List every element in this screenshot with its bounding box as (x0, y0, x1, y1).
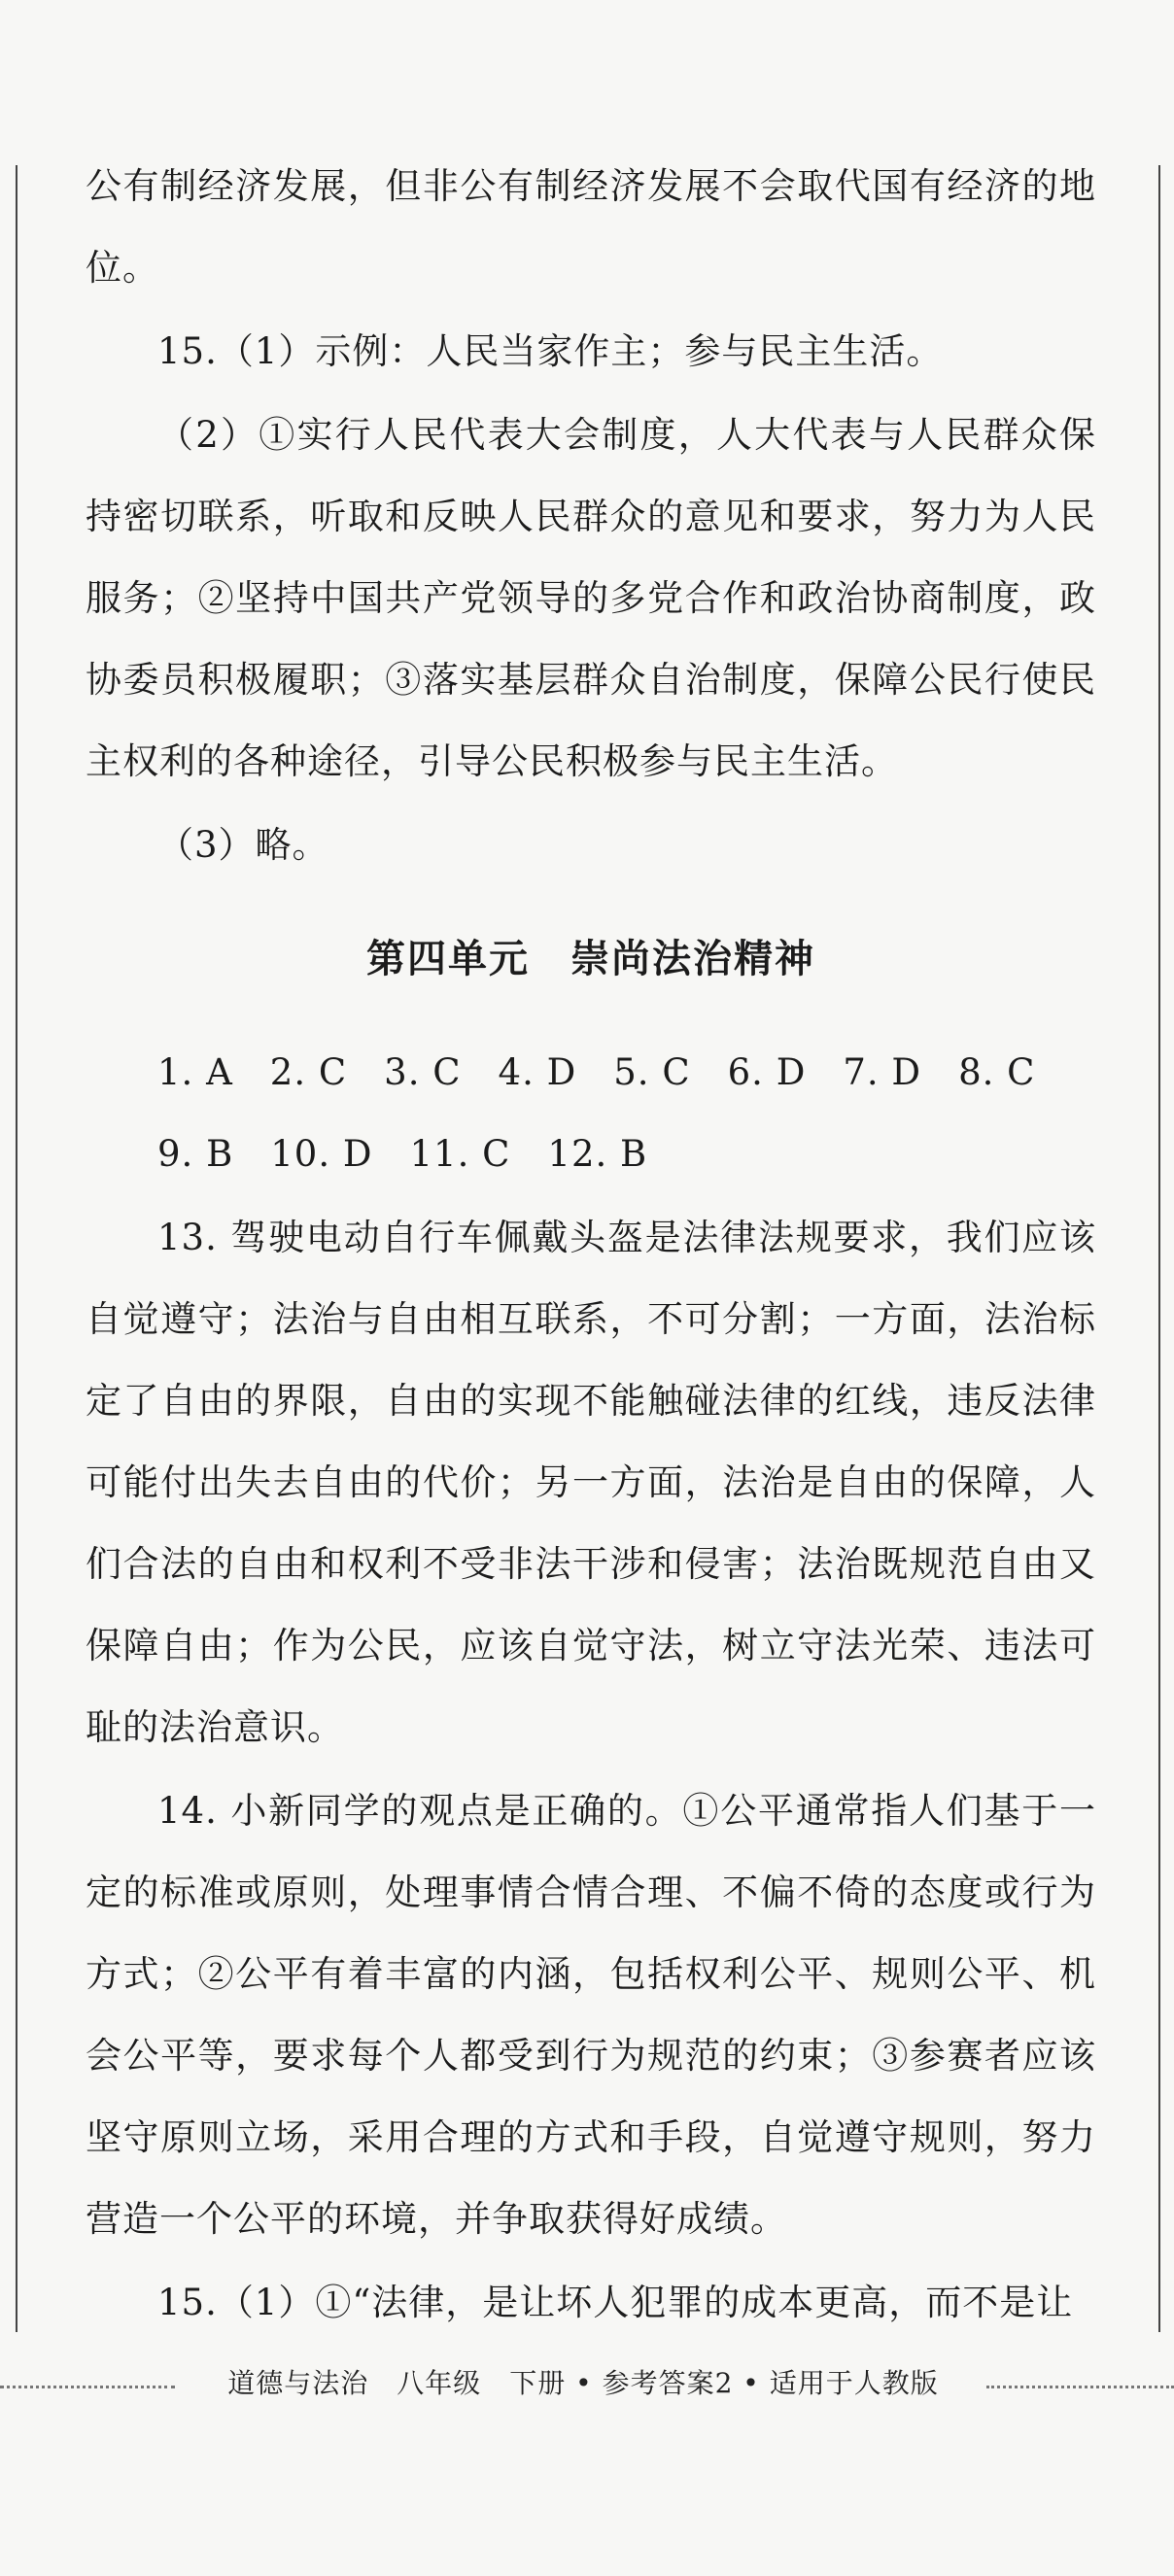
paragraph-continuation: 公有制经济发展，但非公有制经济发展不会取代国有经济的地位。 (86, 165, 1096, 289)
choice-answers-line-1: 1. A 2. C 3. C 4. D 5. C 6. D 7. D 8. C (157, 1051, 1036, 1093)
unit-title: 第四单元 崇尚法治精神 (366, 937, 815, 981)
answer-14: 14. 小新同学的观点是正确的。①公平通常指人们基于一定的标准或原则，处理事情合情合理、不偏不倚的态度或行为方式；②公平有着丰富的内涵，包括权利公平、规则公平、机会公平等，要求每个人都受到行为规范的约束；③参赛者应该坚守原则立场，采用合理的方式和手段，自觉遵守规则，努力营造一个公平的环境，并争取获得好成绩。 (86, 1790, 1096, 2240)
answer-13: 13. 驾驶电动自行车佩戴头盔是法律法规要求，我们应该自觉遵守；法治与自由相互联系，不可分割；一方面，法治标定了自由的界限，自由的实现不能触碰法律的红线，违反法律可能付出失去自由的代价；另一方面，法治是自由的保障，人们合法的自由和权利不受非法干涉和侵害；法治既规范自由又保障自由；作为公民，应该自觉守法，树立守法光荣、违法可耻的法治意识。 (86, 1217, 1096, 1748)
footer-dotted-rule-left (0, 2386, 175, 2388)
choice-answers-line-2: 9. B 10. D 11. C 12. B (157, 1133, 648, 1175)
answer-15-2: （2）①实行人民代表大会制度，人大代表与人民群众保持密切联系，听取和反映人民群众的意见和要求，努力为人民服务；②坚持中国共产党领导的多党合作和政治协商制度，政协委员积极履职；③落实基层群众自治制度，保障公民行使民主权利的各种途径，引导公民积极参与民主生活。 (86, 414, 1096, 782)
answer-15-1: 15.（1）示例：人民当家作主；参与民主生活。 (157, 330, 944, 372)
document-body (86, 146, 1096, 2344)
page-footer (0, 2356, 1174, 2415)
footer-text: 道德与法治 八年级 下册 • 参考答案2 • 适用于人教版 (227, 2367, 939, 2399)
answer-15-3: （3）略。 (157, 824, 329, 866)
answer-15-unit4: 15.（1）①“法律，是让坏人犯罪的成本更高，而不是让 (157, 2282, 1074, 2323)
left-margin-line (16, 165, 17, 2332)
footer-dotted-rule-right (986, 2386, 1174, 2388)
right-margin-line (1158, 165, 1160, 2332)
